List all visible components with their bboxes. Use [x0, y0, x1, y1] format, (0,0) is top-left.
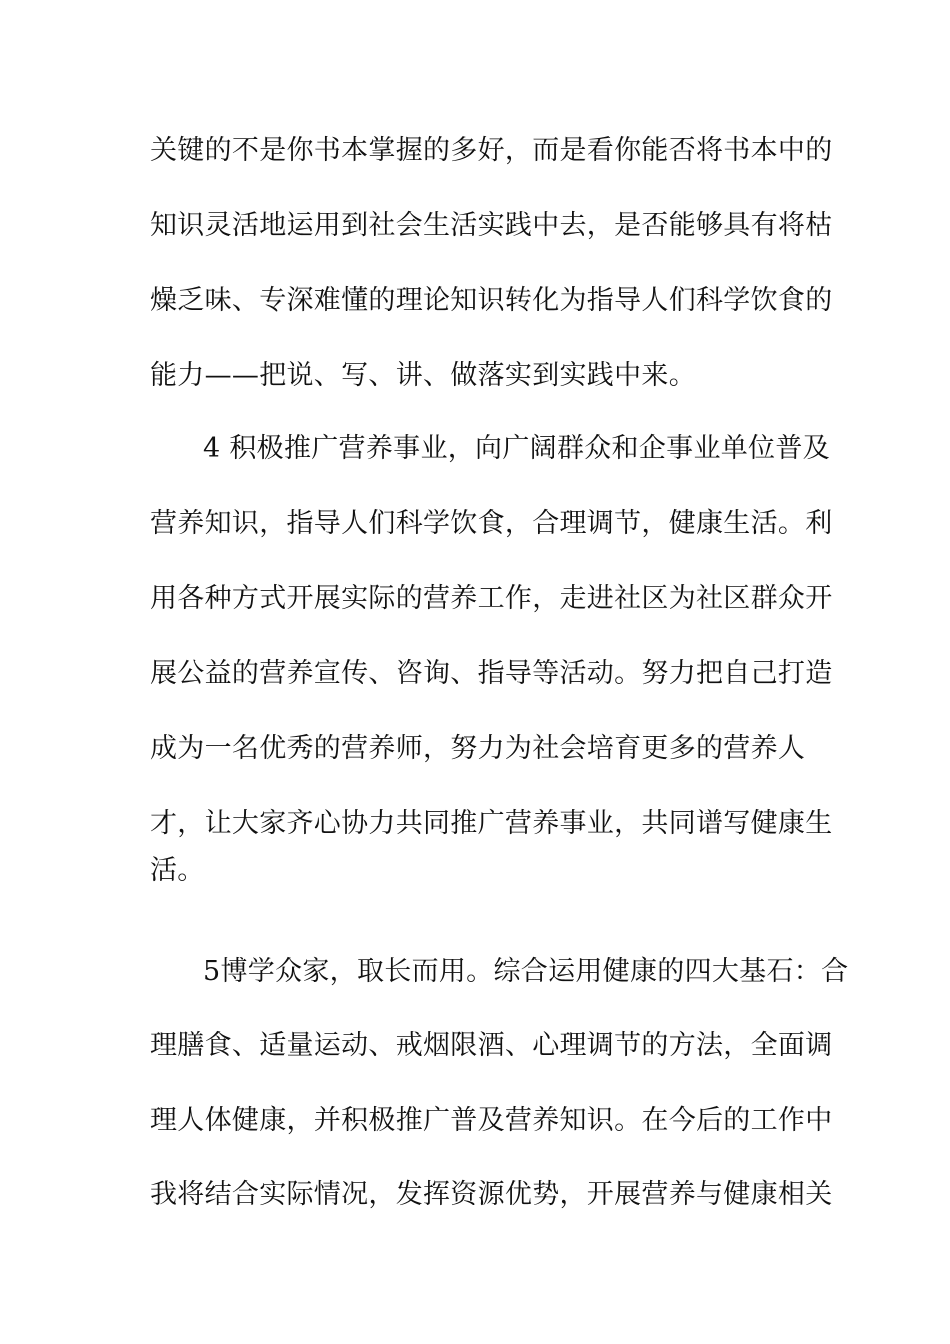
paragraph-line: 理人体健康，并积极推广普及营养知识。在今后的工作中 — [150, 1105, 833, 1136]
paragraph-line: 营养知识，指导人们科学饮食，合理调节，健康生活。利 — [150, 508, 833, 539]
paragraph-line: 能力——把说、写、讲、做落实到实践中来。 — [150, 360, 696, 391]
paragraph-line: 成为一名优秀的营养师，努力为社会培育更多的营养人 — [150, 733, 806, 764]
paragraph-line: 4 积极推广营养事业，向广阔群众和企事业单位普及 — [203, 433, 830, 464]
paragraph-line: 展公益的营养宣传、咨询、指导等活动。努力把自己打造 — [150, 658, 833, 689]
paragraph-line: 我将结合实际情况，发挥资源优势，开展营养与健康相关 — [150, 1179, 833, 1210]
paragraph-line: 活。 — [150, 855, 205, 886]
paragraph-line: 理膳食、适量运动、戒烟限酒、心理调节的方法，全面调 — [150, 1030, 833, 1061]
paragraph-line: 用各种方式开展实际的营养工作，走进社区为社区群众开 — [150, 583, 833, 614]
paragraph-line: 才，让大家齐心协力共同推广营养事业，共同谱写健康生 — [150, 808, 833, 839]
paragraph-line: 燥乏味、专深难懂的理论知识转化为指导人们科学饮食的 — [150, 285, 833, 316]
paragraph-line: 5博学众家，取长而用。综合运用健康的四大基石：合 — [203, 956, 849, 987]
paragraph-line: 知识灵活地运用到社会生活实践中去，是否能够具有将枯 — [150, 210, 833, 241]
paragraph-line: 关键的不是你书本掌握的多好，而是看你能否将书本中的 — [150, 135, 833, 166]
